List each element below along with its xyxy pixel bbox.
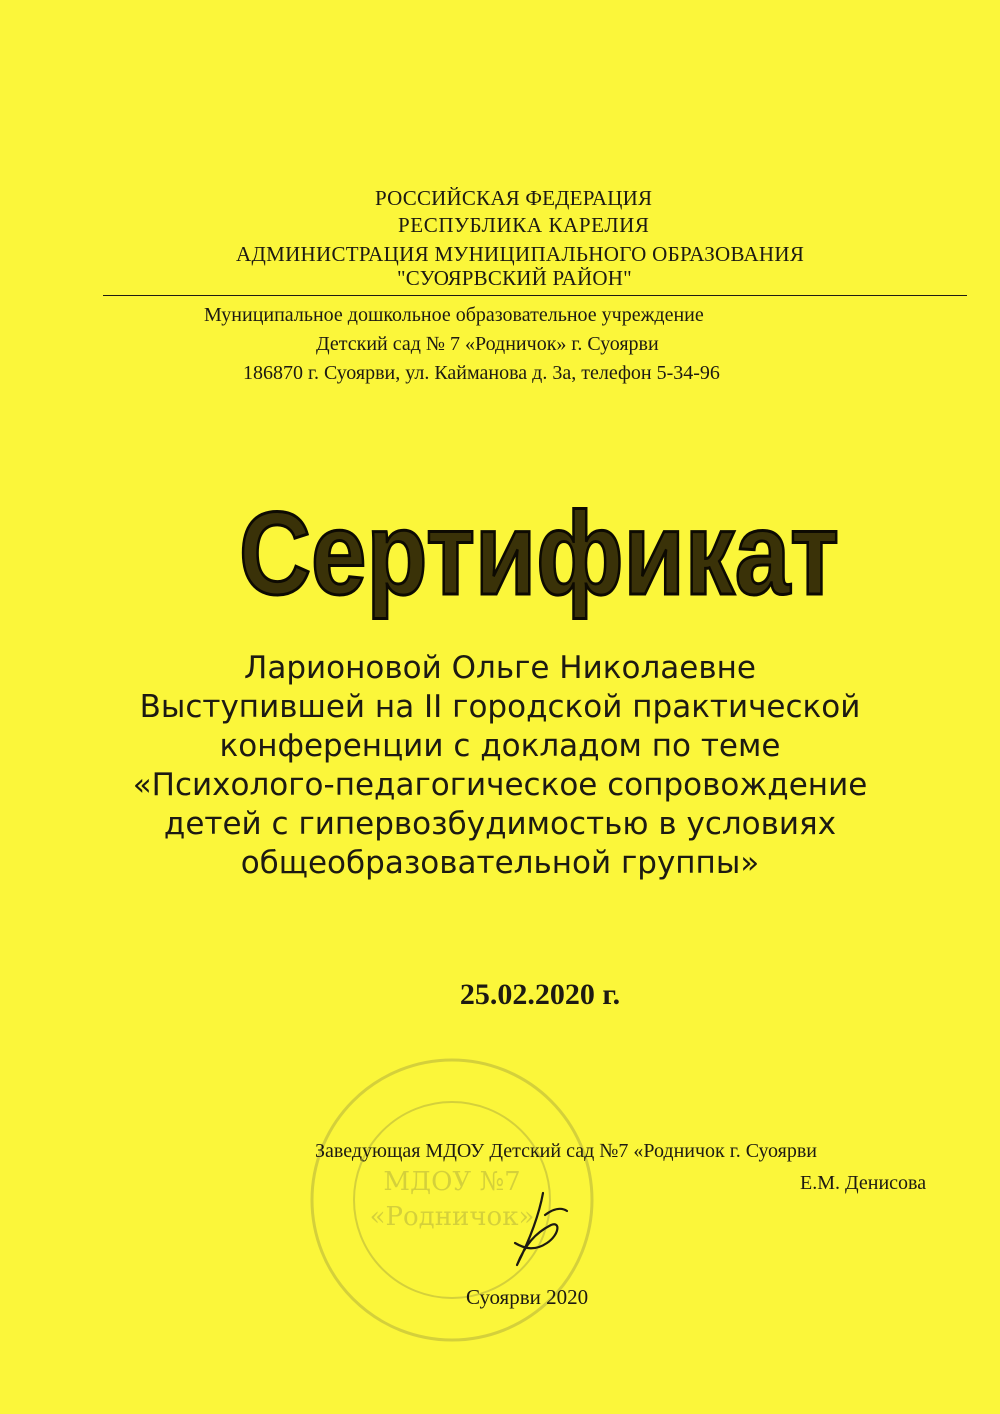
certificate-date: 25.02.2020 г. [459,978,621,1011]
institution-name: Муниципальное дошкольное образовательное учреждение [204,304,704,326]
recipient-name: Ларионовой Ольге Николаевне [244,650,756,686]
certificate-title-text: Сертификат [239,488,839,620]
body-line: общеобразовательной группы» [240,845,760,881]
header-administration: АДМИНИСТРАЦИЯ МУНИЦИПАЛЬНОГО ОБРАЗОВАНИЯ [236,242,805,266]
signatory-name: Е.М. Денисова [800,1172,927,1194]
certificate-title [237,488,842,620]
body-line: детей с гипервозбудимостью в условиях [163,806,837,842]
header-divider [103,295,967,296]
header-district: "СУОЯРВСКИЙ РАЙОН" [397,266,632,290]
institution-kindergarten: Детский сад № 7 «Родничок» г. Суоярви [316,333,659,355]
body-line: конференции с докладом по теме [219,728,781,764]
svg-text:«Родничок»: «Родничок» [369,1202,535,1232]
header-country: РОССИЙСКАЯ ФЕДЕРАЦИЯ [375,186,653,210]
header-republic: РЕСПУБЛИКА КАРЕЛИЯ [398,213,650,237]
signatory-position: Заведующая МДОУ Детский сад №7 «Родничок г. Суоярви [315,1140,818,1162]
footer-place-year: Суоярви 2020 [466,1285,589,1309]
body-line: Выступившей на II городской практической [139,689,861,725]
svg-text:МДОУ №7: МДОУ №7 [383,1167,521,1197]
body-line: «Психолого-педагогическое сопровождение [132,767,868,803]
handwritten-signature [495,1185,575,1275]
institution-address: 186870 г. Суоярви, ул. Кайманова д. 3а, телефон 5-34-96 [243,362,720,384]
certificate-body [60,649,940,883]
